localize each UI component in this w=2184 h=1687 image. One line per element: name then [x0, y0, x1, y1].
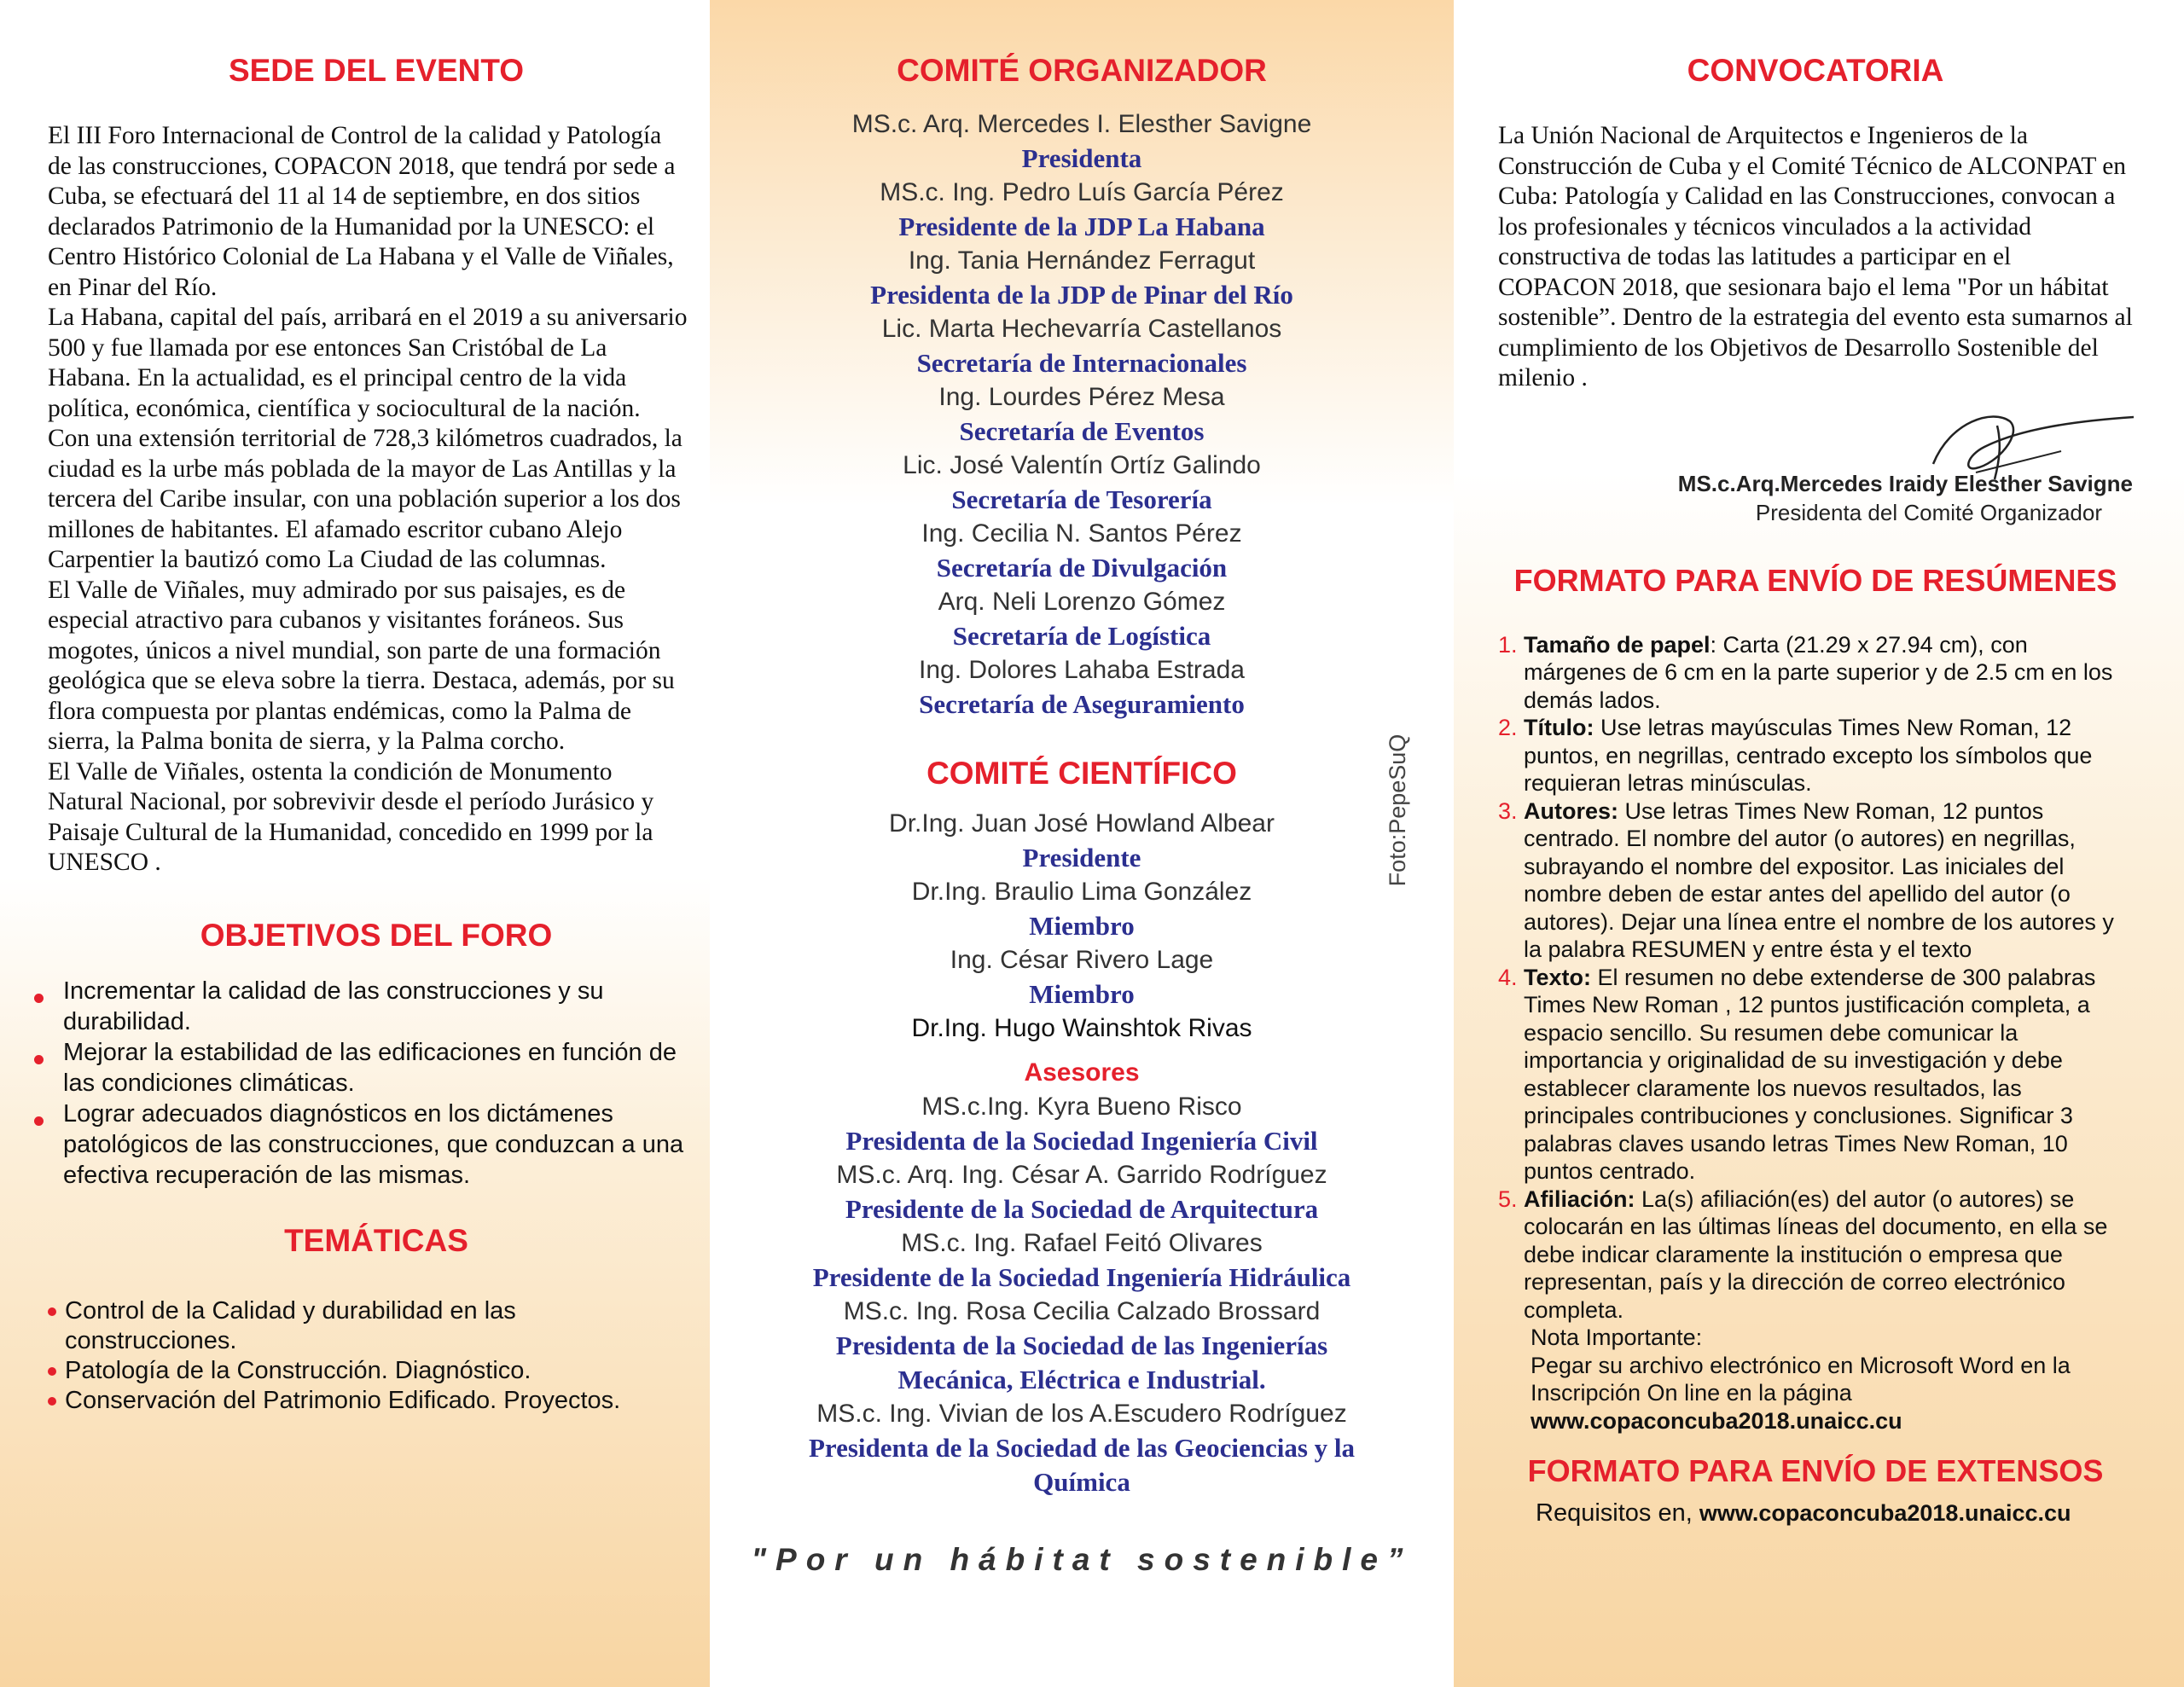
step-lead: Autores: [1524, 797, 1619, 824]
left-panel [0, 0, 710, 1687]
nota-url-link[interactable]: www.copaconcuba2018.unaicc.cu [1531, 1407, 1902, 1434]
member-role: Secretaría de Aseguramiento [919, 689, 1245, 719]
objetivos-list [48, 976, 688, 1191]
nota-importante [1498, 1324, 2133, 1435]
signature-block [1498, 394, 2133, 539]
nota-label: Nota Importante: [1531, 1325, 1703, 1350]
list-item [48, 1099, 688, 1191]
list-item [1498, 1186, 2133, 1325]
tematicas-heading: TEMÁTICAS [284, 1222, 468, 1258]
bullet-icon [48, 1367, 56, 1376]
member-role: Secretaría de Internacionales [916, 348, 1247, 378]
member-name: Ing. César Rivero Lage [950, 946, 1214, 974]
step-lead: Tamaño de papel [1524, 631, 1711, 658]
list-item [1498, 714, 2133, 797]
formato-heading: FORMATO PARA ENVÍO DE RESÚMENES [1513, 562, 2117, 598]
step-text: Use letras mayúsculas Times New Roman, 12 puntos, en negrillas, centrado excepto los símbolos que requieran letras minúsculas. [1524, 715, 2093, 796]
center-panel [710, 0, 1454, 1687]
step-number: 3. [1498, 797, 1518, 824]
sede-paragraph: El Valle de Viñales, ostenta la condición de Monumento Natural Nacional, por sobrevivir desde el período Jurásico y Paisaje Cultural de la Humanidad, concedido en 1999 por la UNESCO . [48, 757, 654, 876]
requisitos-label: Requisitos en, [1536, 1499, 1693, 1527]
member-name: Arq. Neli Lorenzo Gómez [938, 588, 1226, 616]
member-name: MS.c.Ing. Kyra Bueno Risco [921, 1093, 1242, 1121]
list-item [48, 1037, 688, 1099]
convocatoria-heading: CONVOCATORIA [1687, 53, 1944, 88]
step-text: Use letras Times New Roman, 12 puntos centrado. El nombre del autor (o autores) en negrillas, subrayando el nombre del expositor. Las iniciales del nombre deben de estar antes del apellido del autor (o autores). Dejar una línea entre el nombre de los autores y la palabra RESUMEN y entre ésta y el texto [1524, 797, 2114, 962]
member-name: Dr.Ing. Juan José Howland Albear [889, 809, 1275, 838]
member-name: MS.c. Arq. Mercedes I. Elesther Savigne [851, 110, 1312, 138]
step-number: 1. [1498, 631, 1518, 658]
member-name: Dr.Ing. Braulio Lima González [911, 878, 1252, 906]
step-text: La(s) afiliación(es) del autor (o autores) se colocarán en las últimas líneas del documento, en ella se debe indicar claramente la institución o empresa que representan, país y la dirección de correo electrónico completa. [1524, 1186, 2108, 1323]
list-item [1498, 964, 2133, 1186]
member-name: Lic. Marta Hechevarría Castellanos [881, 315, 1282, 343]
list-item [1498, 797, 2133, 964]
cientifico-list [710, 807, 1454, 1499]
tematica-text: Patología de la Construcción. Diagnóstico. [65, 1356, 531, 1384]
step-text: El resumen no debe extenderse de 300 palabras Times New Roman , 12 puntos justificación completa, a espacio sencillo. Su resumen debe comunicar la importancia y originalidad de su investigación y debe establecer claramente los nuevos resultados, las principales contribuciones y conclusiones. Significar 3 palabras claves usando letras Times New Roman, 10 puntos centrado. [1524, 964, 2096, 1184]
list-item [48, 1356, 688, 1386]
requisitos-url-link[interactable]: www.copaconcuba2018.unaicc.cu [1699, 1500, 2071, 1526]
bullet-icon [48, 1307, 56, 1316]
tematica-text: Conservación del Patrimonio Edificado. Proyectos. [65, 1386, 621, 1414]
extensos-heading: FORMATO PARA ENVÍO DE EXTENSOS [1527, 1453, 2104, 1488]
member-name: Lic. José Valentín Ortíz Galindo [903, 451, 1261, 479]
member-role: Presidenta de la JDP de Pinar del Río [870, 280, 1293, 310]
organizador-list [710, 107, 1454, 722]
member-role: Miembro [1029, 911, 1135, 941]
cientifico-heading: COMITÉ CIENTÍFICO [926, 756, 1237, 791]
objetivo-text: Lograr adecuados diagnósticos en los dictámenes patológicos de las construcciones, que conduzcan a una efectiva recuperación de las mismas. [63, 1099, 684, 1189]
member-name: MS.c. Arq. Ing. César A. Garrido Rodríguez [836, 1161, 1327, 1189]
objetivo-text: Incrementar la calidad de las construcciones y su durabilidad. [63, 977, 604, 1035]
member-role: Presidente [1022, 843, 1141, 872]
step-lead: Texto: [1524, 964, 1591, 990]
member-role: Secretaría de Eventos [959, 416, 1205, 446]
photo-credit: Foto:PepeSuQ [1385, 733, 1410, 887]
member-role: Presidenta de la Sociedad Ingeniería Civil [845, 1126, 1318, 1156]
member-name: Ing. Cecilia N. Santos Pérez [921, 519, 1242, 548]
member-role: Secretaría de Logística [952, 621, 1211, 651]
member-name: Dr.Ing. Hugo Wainshtok Rivas [911, 1014, 1252, 1042]
member-role: Presidenta de la Sociedad de las Geociencias y la Química [808, 1433, 1356, 1497]
member-name: Ing. Dolores Lahaba Estrada [919, 656, 1245, 684]
signature-role: Presidenta del Comité Organizador [1755, 499, 2102, 525]
sede-heading: SEDE DEL EVENTO [228, 53, 525, 88]
member-role: Miembro [1029, 979, 1135, 1009]
step-text: : Carta (21.29 x 27.94 cm), con márgenes de 6 cm en la parte superior y de 2.5 cm en los demás lados. [1524, 631, 2113, 713]
member-role: Presidente de la JDP La Habana [898, 212, 1265, 241]
sede-paragraph: Con una extensión territorial de 728,3 kilómetros cuadrados, la ciudad es la urbe más poblada de la mayor de Las Antillas y la tercera del Caribe insular, con una población superior a los dos millones de habitantes. El afamado escritor cubano Alejo Carpentier la bautizó como La Ciudad de las columnas. [48, 425, 682, 573]
member-name: Ing. Tania Hernández Ferragut [908, 246, 1256, 275]
member-name: MS.c. Ing. Vivian de los A.Escudero Rodríguez [816, 1400, 1347, 1428]
bullet-icon [48, 1397, 56, 1406]
convocatoria-text: La Unión Nacional de Arquitectos e Ingenieros de la Construcción de Cuba y el Comité Técnico de ALCONPAT en Cuba: Patología y Calidad en las Construcciones, convocan a los profesionales y técnicos vinculados a la actividad constructiva de todas las latitudes a participar en el COPACON 2018, que sesionara bajo el lema "Por un hábitat sostenible”. Dentro de la estrategia del evento esta sumarnos al cumplimiento de los Objetivos de Desarrollo Sostenible del milenio . [1498, 122, 2133, 391]
member-name: Ing. Lourdes Pérez Mesa [938, 383, 1225, 411]
member-name: MS.c. Ing. Rosa Cecilia Calzado Brossard [843, 1297, 1321, 1325]
list-item [1498, 631, 2133, 715]
right-panel [1454, 0, 2184, 1687]
list-item [48, 1386, 688, 1416]
step-number: 2. [1498, 715, 1518, 740]
asesores-label: Asesores [1024, 1058, 1140, 1087]
step-number: 5. [1498, 1186, 1518, 1212]
nota-text: Pegar su archivo electrónico en Microsoft Word en la Inscripción On line en la página [1531, 1352, 2071, 1406]
step-number: 4. [1498, 964, 1518, 990]
bullet-icon [34, 994, 44, 1003]
step-lead: Afiliación: [1524, 1186, 1635, 1212]
requisitos-line [1498, 1499, 2133, 1528]
objetivos-heading: OBJETIVOS DEL FORO [200, 917, 553, 953]
list-item [48, 976, 688, 1037]
sede-paragraph: La Habana, capital del país, arribará en el 2019 a su aniversario 500 y fue llamada por ese entonces San Cristóbal de La Habana. En la actualidad, es el principal centro de la vida política, económica, científica y sociocultural de la nación. [48, 304, 688, 422]
member-role: Secretaría de Tesorería [951, 484, 1212, 514]
tematicas-list [48, 1296, 688, 1416]
member-name: MS.c. Ing. Pedro Luís García Pérez [880, 178, 1284, 206]
sede-paragraph: El III Foro Internacional de Control de la calidad y Patología de las construcciones, COPACON 2018, que tendrá por sede a Cuba, se efectuará del 11 al 14 de septiembre, en dos sitios declarados Patrimonio de la Humanidad por la UNESCO: el Centro Histórico Colonial de La Habana y el Valle de Viñales, en Pinar del Río. [48, 122, 676, 301]
bullet-icon [34, 1116, 44, 1126]
member-role: Presidente de la Sociedad de Arquitectura [845, 1194, 1319, 1224]
member-role: Presidente de la Sociedad Ingeniería Hidráulica [812, 1262, 1351, 1292]
step-lead: Título: [1524, 715, 1594, 740]
event-motto: "Por un hábitat sostenible” [751, 1542, 1413, 1577]
organizador-heading: COMITÉ ORGANIZADOR [897, 53, 1267, 88]
formato-steps [1498, 631, 2133, 1325]
signature-name: MS.c.Arq.Mercedes Iraidy Elesther Savigne [1677, 470, 2133, 496]
sede-paragraph: El Valle de Viñales, muy admirado por sus paisajes, es de especial atractivo para cubanos y visitantes foráneos. Sus mogotes, únicos a nivel mundial, son parte de una formación geológica que se eleva sobre la tierra. Destaca, además, por su flora compuesta por plantas endémicas, como la Palma de sierra, la Palma bonita de sierra, y la Palma corcho. [48, 576, 675, 755]
member-role: Presidenta de la Sociedad de las Ingenierías Mecánica, Eléctrica e Industrial. [835, 1330, 1328, 1394]
objetivo-text: Mejorar la estabilidad de las edificaciones en función de las condiciones climáticas. [63, 1038, 677, 1097]
member-role: Presidenta [1021, 143, 1142, 173]
member-name: MS.c. Ing. Rafael Feitó Olivares [901, 1229, 1263, 1257]
tematica-text: Control de la Calidad y durabilidad en las construcciones. [65, 1296, 516, 1354]
list-item [48, 1296, 688, 1356]
bullet-icon [34, 1055, 44, 1064]
member-role: Secretaría de Divulgación [936, 553, 1228, 583]
sede-text [48, 121, 688, 878]
